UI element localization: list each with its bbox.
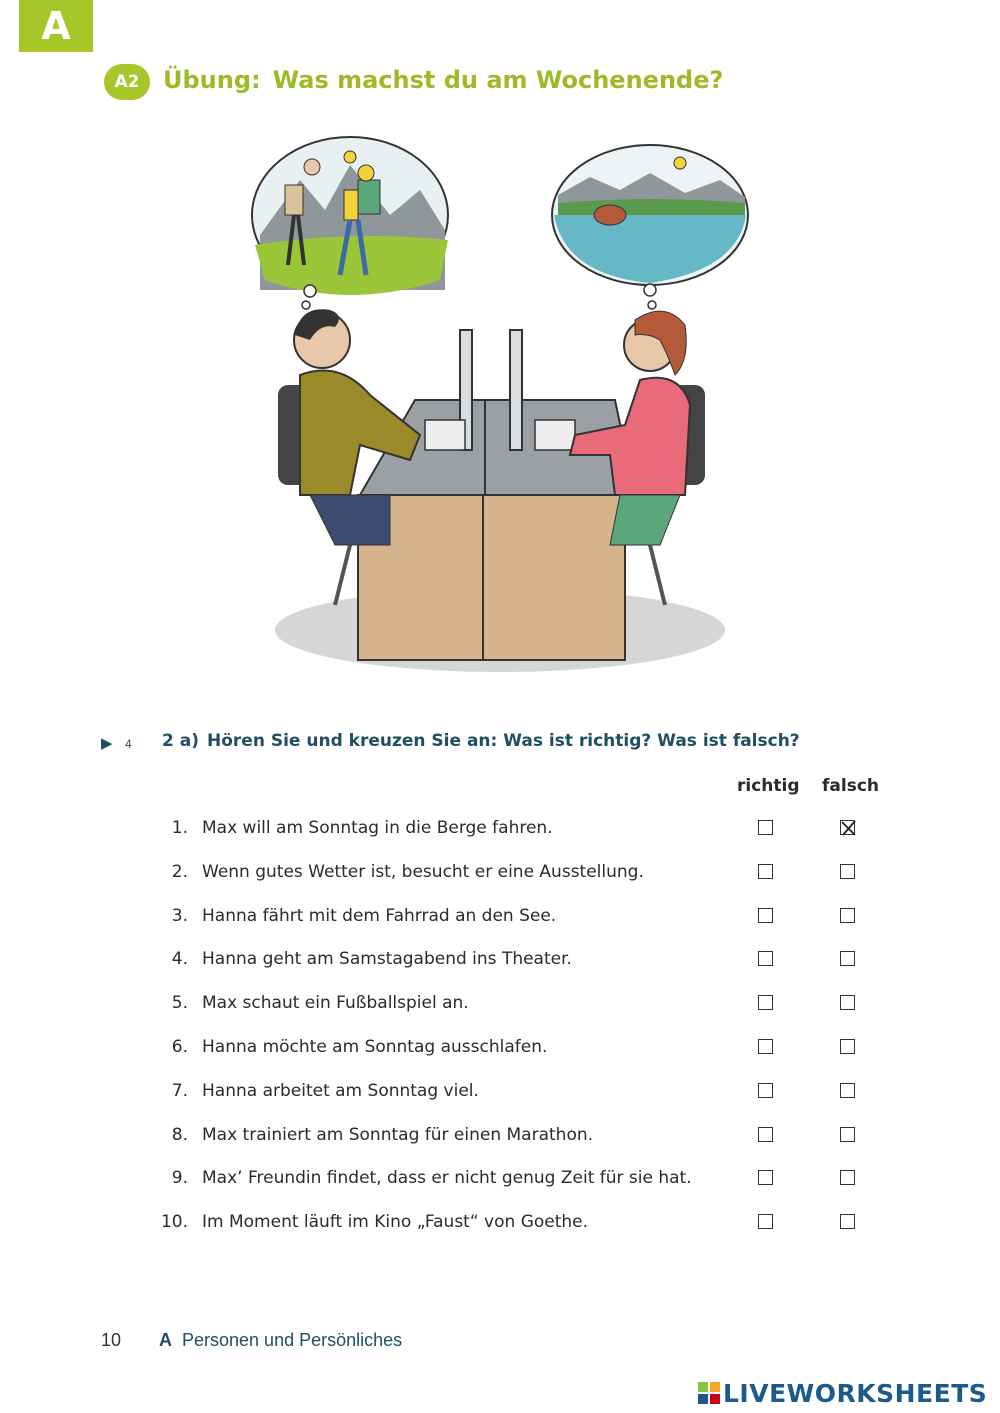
page-number: 10 bbox=[101, 1330, 122, 1350]
column-header-falsch: falsch bbox=[822, 776, 879, 796]
statement-row bbox=[0, 945, 1000, 975]
statement-number: 9. bbox=[171, 1168, 188, 1188]
statement-text: Hanna möchte am Sonntag ausschlafen. bbox=[202, 1037, 548, 1057]
statement-number: 5. bbox=[171, 993, 188, 1013]
falsch-checkbox[interactable] bbox=[840, 864, 855, 879]
exercise-title bbox=[163, 66, 723, 94]
falsch-checkbox[interactable] bbox=[840, 820, 855, 835]
richtig-checkbox[interactable] bbox=[758, 820, 773, 835]
statement-row bbox=[0, 814, 1000, 844]
statement-number: 8. bbox=[171, 1125, 188, 1145]
column-header-richtig: richtig bbox=[737, 776, 800, 796]
falsch-checkbox[interactable] bbox=[840, 1039, 855, 1054]
statement-number: 2. bbox=[171, 862, 188, 882]
statement-row bbox=[0, 1033, 1000, 1063]
richtig-checkbox[interactable] bbox=[758, 951, 773, 966]
statement-text: Hanna arbeitet am Sonntag viel. bbox=[202, 1081, 479, 1101]
statement-row bbox=[0, 1077, 1000, 1107]
audio-play-icon[interactable]: ▶ bbox=[101, 735, 113, 752]
statement-row bbox=[0, 902, 1000, 932]
falsch-checkbox[interactable] bbox=[840, 908, 855, 923]
richtig-checkbox[interactable] bbox=[758, 995, 773, 1010]
falsch-checkbox[interactable] bbox=[840, 1083, 855, 1098]
task-instruction-text: Hören Sie und kreuzen Sie an: Was ist richtig? Was ist falsch? bbox=[207, 731, 800, 751]
check-mark-icon bbox=[839, 818, 859, 838]
audio-track-number: 4 bbox=[125, 737, 132, 751]
statement-row bbox=[0, 1164, 1000, 1194]
exercise-badge: A2 bbox=[104, 64, 150, 100]
falsch-checkbox[interactable] bbox=[840, 1214, 855, 1229]
statement-text: Max schaut ein Fußballspiel an. bbox=[202, 993, 469, 1013]
footer-chapter-letter: A bbox=[159, 1330, 172, 1350]
richtig-checkbox[interactable] bbox=[758, 1083, 773, 1098]
section-tab: A bbox=[19, 0, 93, 52]
statement-row bbox=[0, 989, 1000, 1019]
statement-row bbox=[0, 1121, 1000, 1151]
statement-row bbox=[0, 1208, 1000, 1238]
statement-text: Hanna geht am Samstagabend ins Theater. bbox=[202, 949, 572, 969]
statement-text: Hanna fährt mit dem Fahrrad an den See. bbox=[202, 906, 557, 926]
office-illustration bbox=[240, 135, 760, 695]
liveworksheets-logo-icon bbox=[698, 1382, 720, 1404]
statement-number: 7. bbox=[171, 1081, 188, 1101]
falsch-checkbox[interactable] bbox=[840, 951, 855, 966]
statement-text: Max trainiert am Sonntag für einen Marathon. bbox=[202, 1125, 594, 1145]
richtig-checkbox[interactable] bbox=[758, 1170, 773, 1185]
exercise-label: Übung: bbox=[163, 66, 261, 94]
thought-bubble-hiking bbox=[252, 137, 448, 309]
richtig-checkbox[interactable] bbox=[758, 1039, 773, 1054]
statement-number: 4. bbox=[171, 949, 188, 969]
statement-number: 3. bbox=[171, 906, 188, 926]
task-number: 2 a) bbox=[162, 731, 199, 751]
statement-number: 6. bbox=[171, 1037, 188, 1057]
exercise-title-text: Was machst du am Wochenende? bbox=[272, 66, 724, 94]
statement-text: Wenn gutes Wetter ist, besucht er eine Ausstellung. bbox=[202, 862, 644, 882]
falsch-checkbox[interactable] bbox=[840, 1170, 855, 1185]
statement-number: 1. bbox=[171, 818, 188, 838]
richtig-checkbox[interactable] bbox=[758, 908, 773, 923]
richtig-checkbox[interactable] bbox=[758, 864, 773, 879]
statement-number: 10. bbox=[160, 1212, 188, 1232]
liveworksheets-brand[interactable] bbox=[698, 1378, 987, 1408]
richtig-checkbox[interactable] bbox=[758, 1127, 773, 1142]
falsch-checkbox[interactable] bbox=[840, 995, 855, 1010]
task-instruction bbox=[162, 731, 800, 751]
brand-name: LIVEWORKSHEETS bbox=[723, 1378, 988, 1408]
thought-bubble-swimming bbox=[552, 145, 748, 309]
footer-chapter-title: Personen und Persönliches bbox=[182, 1330, 403, 1350]
statement-text: Max will am Sonntag in die Berge fahren. bbox=[202, 818, 553, 838]
richtig-checkbox[interactable] bbox=[758, 1214, 773, 1229]
statement-text: Im Moment läuft im Kino „Faust“ von Goethe. bbox=[202, 1212, 589, 1232]
falsch-checkbox[interactable] bbox=[840, 1127, 855, 1142]
statement-text: Max’ Freundin findet, dass er nicht genug Zeit für sie hat. bbox=[202, 1168, 692, 1188]
statement-row bbox=[0, 858, 1000, 888]
